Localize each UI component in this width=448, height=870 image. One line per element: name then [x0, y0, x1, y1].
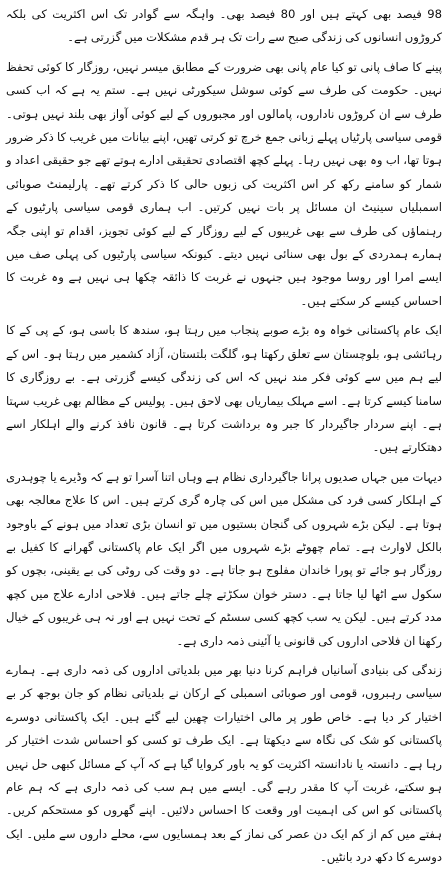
article-paragraph-3: ایک عام پاکستانی خواہ وہ بڑے صوبے پنجاب میں رہتا ہو، سندھ کا باسی ہو، کے پی کے کا رہائشی ہو، بلوچستان سے تعلق رکھتا ہو، گلگت بلتستان، آزاد کشمیر میں رہتا ہو۔ اس کے لیے ہم میں سے کوئی فکر مند نہیں کہ اس کی زندگی کیسے گزرتی ہے۔ بے روزگاری کا سامنا کیسے کرتا ہے۔ اسے مہلک بیماریاں بھی لاحق ہیں۔ پولیس کے مظالم بھی غریب سہتا ہے۔ اپنے سردار جاگیردار کا جبر وہ برداشت کرتا ہے۔ قانون نافذ کرنے والے اہلکار اسے دھتکارتے ہیں۔: [6, 323, 442, 455]
article-paragraph-4: دیہات میں جہاں صدیوں پرانا جاگیرداری نظام ہے وہاں اتنا آسرا تو ہے کہ وڈیرے یا چوہدری کے اہلکار کسی فرد کی مشکل میں اس کی چارہ گری کرتے ہیں۔ اس کا علاج معالجہ بھی ہوتا ہے۔ لیکن بڑے شہروں کی گنجان بستیوں میں تو انسان بڑی تعداد میں ہونے کے باوجود بالکل لاوارث ہے۔ تمام چھوٹے بڑے شہروں میں اگر ایک عام پاکستانی گھرانے کا کفیل بے روزگار ہو جائے تو پورا خاندان مفلوج ہو جاتا ہے۔ دو وقت کی روٹی کی بے یقینی، بچوں کو سکول سے اٹھا لیا جاتا ہے۔ دستر خوان سکڑتے چلے جاتے ہیں۔ فلاحی ادارے علاج میں کچھ مدد کرتے ہیں۔ لیکن یہ سب کچھ کسی سسٹم کے تحت نہیں ہے اور نہ ہی غریبوں کے خیال رکھنا ان فلاحی اداروں کی قانونی یا آئینی ذمہ داری ہے۔: [6, 469, 442, 648]
article-paragraph-2: پینے کا صاف پانی تو کیا عام پانی بھی ضرورت کے مطابق میسر نہیں، روزگار کا کوئی تحفظ نہیں۔ حکومت کی طرف سے کوئی سوشل سیکورٹی نہیں ہے۔ ستم یہ ہے کہ اب کسی طرف سے ان کروڑوں ناداروں، پامالوں اور مجبوروں کے لیے کوئی آواز بھی بلند نہیں ہوتی۔ قومی سیاسی پارٹیاں پہلے زبانی جمع خرچ تو کرتی تھیں، اپنے بیانات میں غریب کا ذکر ضرور ہوتا تھا، اب وہ بھی نہیں رہا۔ پہلے کچھ اقتصادی تحقیقی ادارے ہوتے تھے جو حقیقی اعداد و شمار کو سامنے رکھ کر اس اکثریت کی زبوں حالی کا ذکر کرتے تھے۔ پارلیمنٹ صوبائی اسمبلیاں سینیٹ ان مسائل پر بات نہیں کرتیں۔ اب ہماری قومی سیاسی پارٹیوں کے رہنماؤں کی طرف سے بھی غریبوں کے لیے روزگار کے لیے کوئی تجویز، اقدام تو اپنی جگہ ہمارے ہمدردی کے بول بھی سنائی نہیں دیتے۔ کیونکہ سیاسی پارٹیوں کی پہلی صف میں ایسے امرا اور روسا موجود ہیں جنہوں نے غربت کا ذائقہ چکھا ہی نہیں ہے وہ غربت کا احساس کیسے کر سکتے ہیں۔: [6, 59, 442, 308]
article-paragraph-5: زندگی کی بنیادی آسانیاں فراہم کرنا دنیا بھر میں بلدیاتی اداروں کی ذمہ داری ہے۔ ہمارے سیاسی رہبروں، قومی اور صوبائی اسمبلی کے ارکان نے بلدیاتی نظام کو جان بوجھ کر بے اختیار کر دیا ہے۔ خاص طور پر مالی اختیارات چھین لیے گئے ہیں۔ ایک پاکستانی دوسرے پاکستانی کو شک کی نگاہ سے دیکھتا ہے۔ ایک طرف تو کسی کو احساس شدت اختیار کر رہا ہے۔ دانستہ یا نادانستہ اکثریت کو یہ باور کروایا گیا ہے کہ آپ کے مسائل کبھی حل نہیں ہو سکتے، غربت آپ کا مقدر رہے گی۔ ایسے میں ہم سب کی ذمہ داری ہے کہ ہم عام پاکستانی کو اس کی اہمیت اور وقعت کا احساس دلائیں۔ اپنے گھروں کو مستحکم کریں۔ ہفتے میں کم از کم ایک دن عصر کی نماز کے بعد ہمسایوں سے، محلے داروں سے ملیں۔ ایک دوسرے کا دکھ درد بانٹیں۔: [6, 662, 442, 865]
article-paragraph-1: 98 فیصد بھی کہتے ہیں اور 80 فیصد بھی۔ واہگہ سے گوادر تک اس اکثریت کی بلکہ کروڑوں انسانوں کی زندگی صبح سے رات تک ہر قدم مشکلات میں گزرتی ہے۔: [6, 7, 442, 45]
